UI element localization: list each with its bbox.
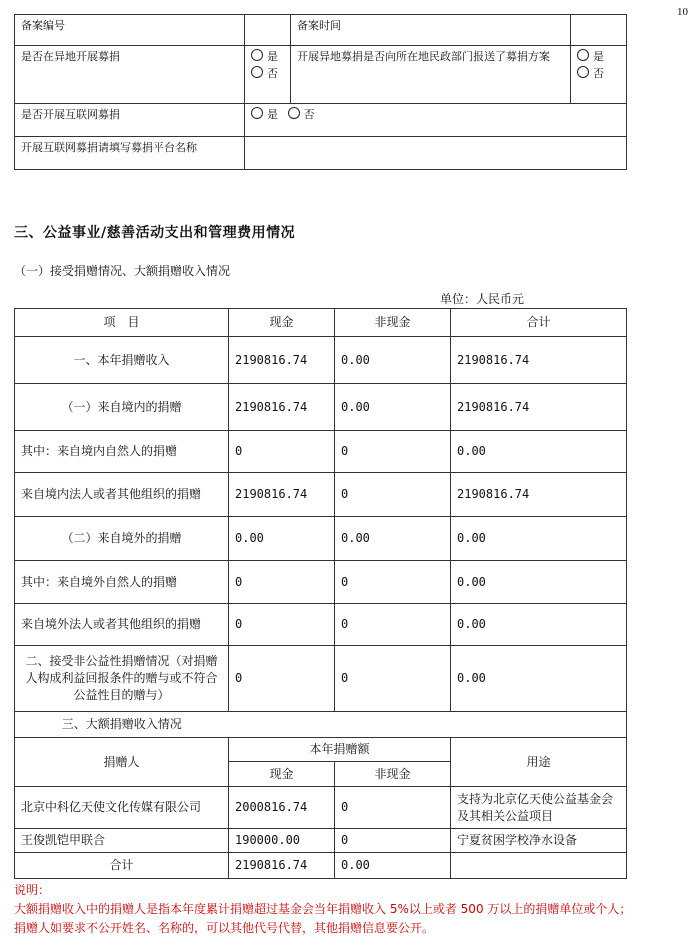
platform-label: 开展互联网募捐请填写募捐平台名称 (15, 137, 245, 170)
filing-number-label: 备案编号 (15, 15, 245, 46)
unit-label: 单位：人民币元 (440, 292, 525, 306)
table-row (15, 561, 627, 604)
row-item: 其中：来自境内自然人的捐赠 (15, 431, 229, 473)
note-title: 说明： (14, 883, 51, 897)
header-purpose: 用途 (451, 738, 627, 787)
radio-circle-icon (251, 107, 263, 119)
donor-cash: 2000816.74 (229, 787, 335, 829)
radio-circle-icon (288, 107, 300, 119)
row-cash: 2190816.74 (229, 473, 335, 517)
row-noncash: 0 (335, 561, 451, 604)
offsite-report-radio-group (571, 46, 627, 104)
note-line-2: 捐赠人如要求不公开姓名、名称的，可以其他代号代替，其他捐赠信息要公开。 (14, 921, 435, 935)
row-noncash: 0 (335, 646, 451, 712)
filing-table (14, 14, 627, 170)
donation-table (14, 308, 627, 879)
header-donor: 捐赠人 (15, 738, 229, 787)
row-cash: 2190816.74 (229, 337, 335, 384)
row-noncash: 0 (335, 604, 451, 646)
offsite-report-no-radio[interactable]: 否 (577, 65, 620, 82)
internet-label: 是否开展互联网募捐 (15, 104, 245, 137)
header-large-cash: 现金 (229, 762, 335, 787)
row-noncash: 0.00 (335, 337, 451, 384)
table-row (15, 517, 627, 561)
offsite-report-yes-radio[interactable]: 是 (577, 48, 620, 65)
radio-circle-icon (251, 66, 263, 78)
offsite-radio-group (245, 46, 291, 104)
donor-purpose: 宁夏贫困学校净水设备 (451, 829, 627, 853)
row-item: 一、本年捐赠收入 (15, 337, 229, 384)
donor-name: 北京中科亿天使文化传媒有限公司 (15, 787, 229, 829)
row-total: 0.00 (451, 517, 627, 561)
filing-time-value[interactable] (571, 15, 627, 46)
row-cash: 0 (229, 604, 335, 646)
header-noncash: 非现金 (335, 309, 451, 337)
table-row (15, 337, 627, 384)
table-row (15, 646, 627, 712)
row-noncash: 0.00 (335, 517, 451, 561)
filing-time-label: 备案时间 (291, 15, 571, 46)
row-cash: 0 (229, 646, 335, 712)
row-item: 二、接受非公益性捐赠情况（对捐赠人构成利益回报条件的赠与或不符合公益性目的赠与） (15, 646, 229, 712)
subsection-title: （一）接受捐赠情况、大额捐赠收入情况 (14, 264, 231, 278)
internet-radio-group (245, 104, 627, 137)
donor-purpose: 支持为北京亿天使公益基金会及其相关公益项目 (451, 787, 627, 829)
total-row (15, 853, 627, 879)
page-number: 10 (677, 6, 688, 18)
donor-name: 王俊凯铠甲联合 (15, 829, 229, 853)
row-total: 0.00 (451, 561, 627, 604)
row-item: 来自境外法人或者其他组织的捐赠 (15, 604, 229, 646)
row-total: 2190816.74 (451, 473, 627, 517)
large-donation-section-row (15, 712, 627, 738)
row-item: （二）来自境外的捐赠 (15, 517, 229, 561)
donor-cash: 190000.00 (229, 829, 335, 853)
row-cash: 0 (229, 561, 335, 604)
row-total: 0.00 (451, 431, 627, 473)
offsite-label: 是否在异地开展募捐 (15, 46, 245, 104)
header-amount: 本年捐赠额 (229, 738, 451, 762)
platform-value[interactable] (245, 137, 627, 170)
row-total: 0.00 (451, 646, 627, 712)
table-row (15, 431, 627, 473)
total-label: 合计 (15, 853, 229, 879)
row-noncash: 0 (335, 473, 451, 517)
internet-yes-radio[interactable]: 是 (251, 108, 278, 121)
header-cash: 现金 (229, 309, 335, 337)
row-noncash: 0 (335, 431, 451, 473)
donor-noncash: 0 (335, 829, 451, 853)
radio-circle-icon (577, 66, 589, 78)
offsite-no-radio[interactable]: 否 (251, 65, 284, 82)
row-item: （一）来自境内的捐赠 (15, 384, 229, 431)
row-cash: 2190816.74 (229, 384, 335, 431)
offsite-yes-radio[interactable]: 是 (251, 48, 284, 65)
row-cash: 0.00 (229, 517, 335, 561)
header-large-noncash: 非现金 (335, 762, 451, 787)
table-header-row (15, 309, 627, 337)
offsite-report-label: 开展异地募捐是否向所在地民政部门报送了募捐方案 (291, 46, 571, 104)
row-total: 0.00 (451, 604, 627, 646)
internet-no-radio[interactable]: 否 (288, 108, 315, 121)
table-row (15, 473, 627, 517)
total-cash: 2190816.74 (229, 853, 335, 879)
header-item: 项 目 (15, 309, 229, 337)
note-line-1: 大额捐赠收入中的捐赠人是指本年度累计捐赠超过基金会当年捐赠收入 5%以上或者 500 万以上的捐赠单位或个人； (14, 902, 632, 916)
row-noncash: 0.00 (335, 384, 451, 431)
total-noncash: 0.00 (335, 853, 451, 879)
large-donor-row (15, 787, 627, 829)
row-cash: 0 (229, 431, 335, 473)
table-row (15, 384, 627, 431)
radio-circle-icon (577, 49, 589, 61)
filing-number-value[interactable] (245, 15, 291, 46)
note (14, 881, 694, 938)
row-total: 2190816.74 (451, 337, 627, 384)
radio-circle-icon (251, 49, 263, 61)
large-donation-section-label: 三、大额捐赠收入情况 (15, 712, 229, 738)
row-item: 来自境内法人或者其他组织的捐赠 (15, 473, 229, 517)
row-item: 其中：来自境外自然人的捐赠 (15, 561, 229, 604)
section-title: 三、公益事业/慈善活动支出和管理费用情况 (14, 225, 296, 241)
large-header-row (15, 738, 627, 762)
large-donor-row (15, 829, 627, 853)
table-row (15, 604, 627, 646)
row-total: 2190816.74 (451, 384, 627, 431)
header-total: 合计 (451, 309, 627, 337)
donor-noncash: 0 (335, 787, 451, 829)
